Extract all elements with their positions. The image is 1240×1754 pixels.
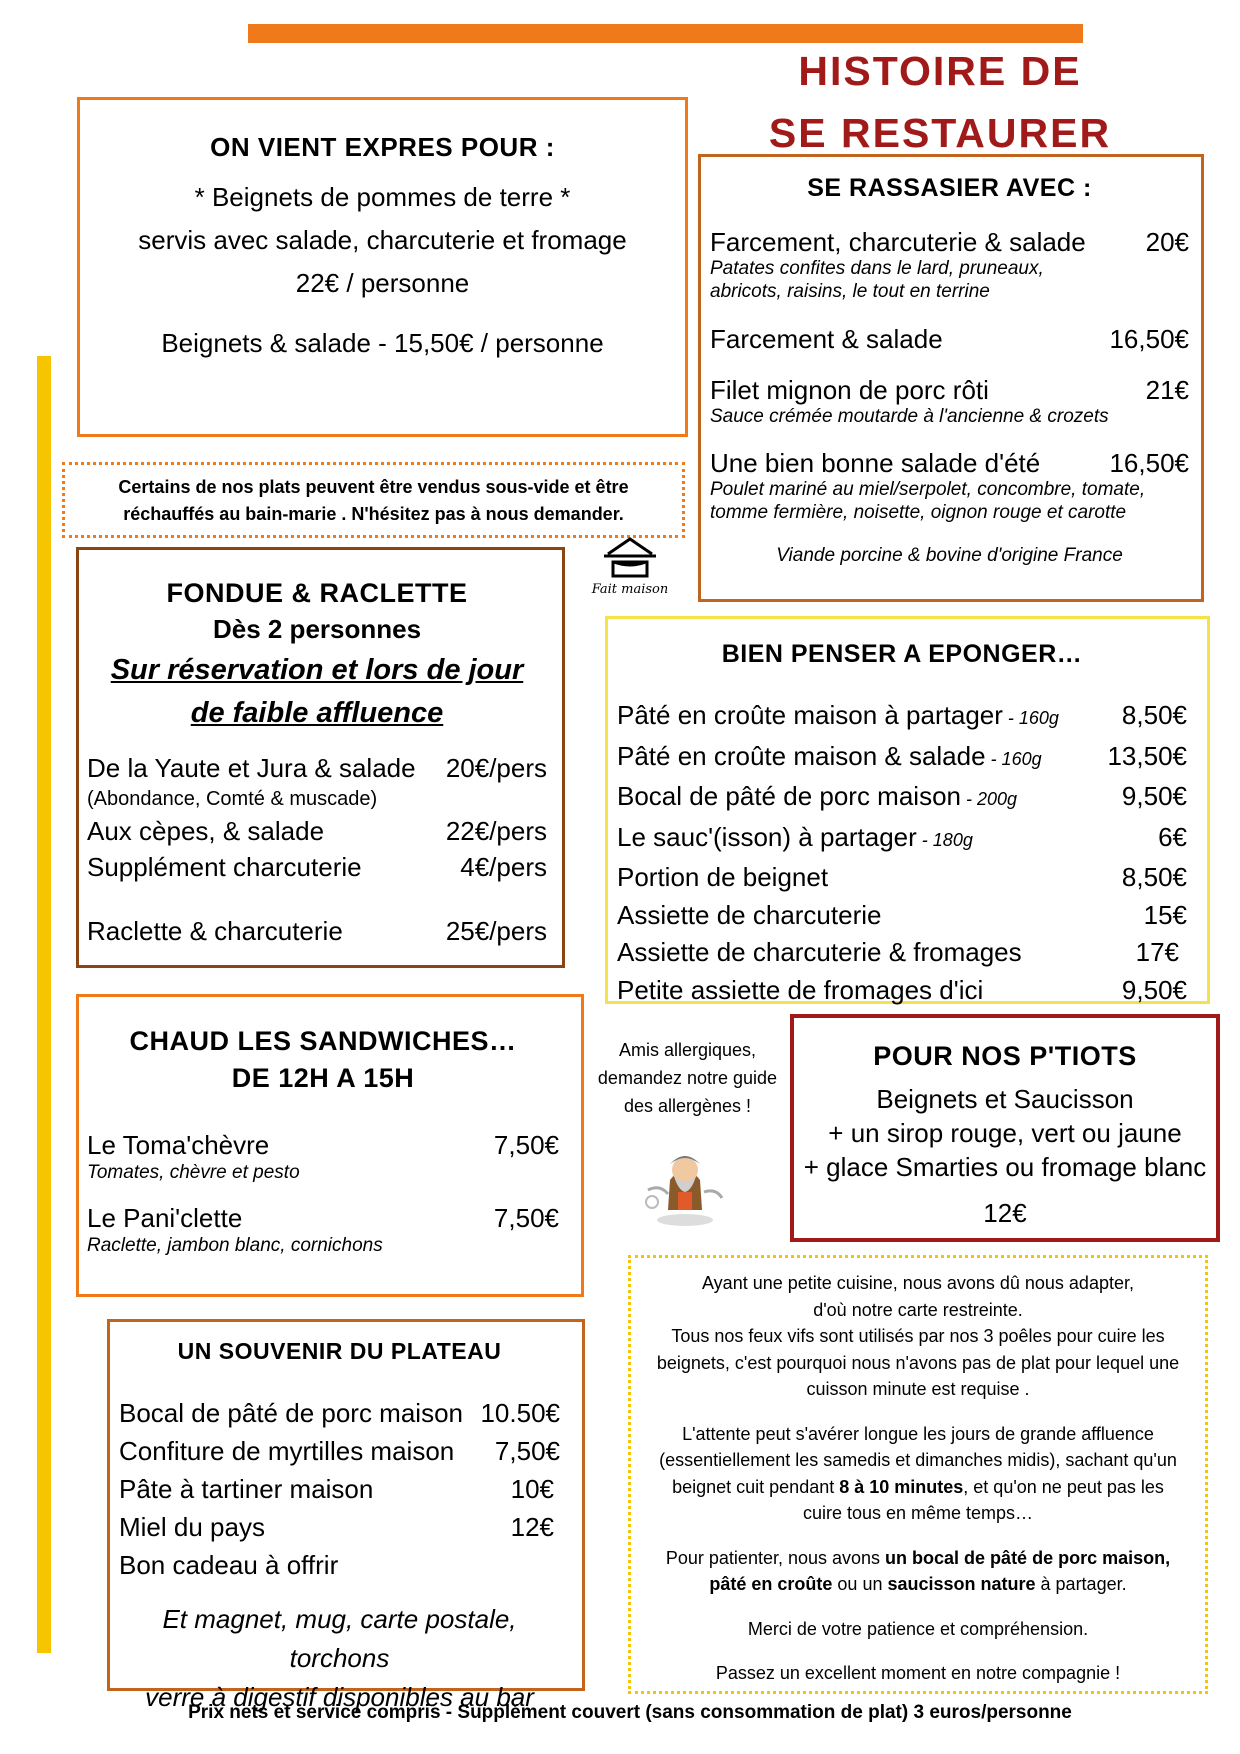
eponger-item-price: 15€ xyxy=(1143,899,1187,930)
info-p4: Merci de votre patience et compréhension. xyxy=(747,1618,1089,1639)
info-bold-text: un bocal de pâté de porc maison, xyxy=(885,1547,1171,1568)
allergies-line1: Amis allergiques, xyxy=(618,1040,757,1060)
info-bold-text: 8 à 10 minutes xyxy=(839,1476,964,1497)
eponger-item xyxy=(617,819,1187,860)
souvenir-footer1: Et magnet, mug, carte postale, torchons xyxy=(162,1604,517,1673)
souvenir-section xyxy=(107,1319,585,1712)
expres-section xyxy=(77,97,688,437)
ptiots-section xyxy=(790,1014,1220,1242)
info-text: ou un xyxy=(832,1574,888,1594)
info-p2-line4: cuire tous en même temps… xyxy=(802,1503,1034,1523)
rassasier-origin: Viande porcine & bovine d'origine France xyxy=(776,545,1123,566)
eponger-item-weight: - 160g xyxy=(985,748,1042,769)
info-p3-line2 xyxy=(631,1571,1205,1598)
footer-note: Prix nets et service compris - Supplément couvert (sans consommation de plat) 3 euros/personne xyxy=(188,1702,1072,1723)
info-text: Pour patienter, nous avons xyxy=(665,1547,886,1568)
souvenir-item-price: 12€ xyxy=(510,1512,554,1542)
ptiots-title: POUR NOS P'TIOTS xyxy=(873,1041,1137,1071)
fondue-item-price: 4€/pers xyxy=(460,852,547,882)
house-pan-icon xyxy=(600,534,660,582)
ptiots-line2: + un sirop rouge, vert ou jaune xyxy=(828,1118,1182,1148)
eponger-item-name: Portion de beignet xyxy=(617,862,829,892)
expres-line4: Beignets & salade - 15,50€ / personne xyxy=(161,328,604,358)
eponger-item-name: Bocal de pâté de porc maison xyxy=(617,781,961,811)
rassasier-item-detail: abricots, raisins, le tout en terrine xyxy=(710,281,990,302)
fondue-item-name: Supplément charcuterie xyxy=(87,852,362,882)
rassasier-item-price: 16,50€ xyxy=(1109,448,1189,478)
eponger-item-weight: - 160g xyxy=(1002,708,1059,728)
sous-vide-line1: Certains de nos plats peuvent être vendus sous-vide et être xyxy=(118,477,629,497)
eponger-item xyxy=(617,738,1187,779)
rassasier-item xyxy=(710,227,1189,257)
souvenir-item xyxy=(119,1394,560,1432)
eponger-item-name: Assiette de charcuterie xyxy=(617,899,882,930)
info-p1-line4: beignets, c'est pourquoi nous n'avons pas de plat pour lequel une xyxy=(656,1352,1180,1373)
eponger-item-name: Assiette de charcuterie & fromages xyxy=(617,937,1022,967)
fait-maison-badge xyxy=(588,534,672,606)
eponger-item-name: Petite assiette de fromages d'ici xyxy=(617,974,984,1005)
expres-line2: servis avec salade, charcuterie et fromage xyxy=(138,225,627,255)
souvenir-item xyxy=(119,1508,560,1546)
souvenir-footer2: verre à digestif disponibles au bar xyxy=(145,1682,534,1712)
sandwiches-title2: DE 12H A 15H xyxy=(231,1063,415,1093)
rassasier-item-price: 20€ xyxy=(1145,227,1189,257)
info-p1-line1: Ayant une petite cuisine, nous avons dû nous adapter, xyxy=(702,1273,1134,1293)
info-text: beignet cuit pendant xyxy=(672,1476,840,1497)
eponger-item-name: Pâté en croûte maison & salade xyxy=(617,740,986,771)
fondue-item-price: 25€/pers xyxy=(445,916,547,946)
chef-character-image xyxy=(640,1140,730,1230)
info-text: à partager. xyxy=(1035,1574,1127,1594)
fondue-item xyxy=(87,849,547,885)
eponger-item-price: 9,50€ xyxy=(1121,974,1187,1005)
page-title-line1: HISTOIRE DE xyxy=(798,48,1082,94)
fondue-item xyxy=(87,913,547,949)
eponger-item-price: 6€ xyxy=(1158,821,1187,852)
sandwich-item xyxy=(87,1129,559,1161)
fondue-item xyxy=(87,813,547,849)
fondue-subtitle: Dès 2 personnes xyxy=(212,614,422,644)
page-title xyxy=(720,40,1160,164)
eponger-item xyxy=(617,972,1187,1010)
fondue-item-name: De la Yaute et Jura & salade xyxy=(87,753,416,783)
souvenir-item-name: Confiture de myrtilles maison xyxy=(119,1436,455,1466)
eponger-list xyxy=(617,697,1187,1009)
rassasier-item-detail: Poulet mariné au miel/serpolet, concombre, tomate, xyxy=(710,479,1146,500)
rassasier-title: SE RASSASIER AVEC : xyxy=(807,174,1092,202)
eponger-section xyxy=(605,616,1210,1004)
rassasier-item-name: Une bien bonne salade d'été xyxy=(710,448,1041,478)
info-p1-line3: Tous nos feux vifs sont utilisés par nos 3 poêles pour cuire les xyxy=(671,1326,1165,1346)
info-p1-line2: d'où notre carte restreinte. xyxy=(813,1299,1023,1320)
rassasier-item-name: Farcement & salade xyxy=(710,324,943,354)
info-p2-line2: (essentiellement les samedis et dimanches midis), sachant qu'un xyxy=(659,1450,1177,1470)
rassasier-item-detail: Patates confites dans le lard, pruneaux, xyxy=(710,258,1044,279)
info-section xyxy=(628,1255,1208,1694)
souvenir-item xyxy=(119,1470,560,1508)
souvenir-item xyxy=(119,1432,560,1470)
eponger-item-weight: - 180g xyxy=(916,829,973,850)
fondue-item-name: Aux cèpes, & salade xyxy=(87,816,325,846)
rassasier-section xyxy=(698,154,1204,602)
eponger-item xyxy=(617,697,1187,738)
rassasier-item-price: 21€ xyxy=(1145,375,1189,405)
ptiots-line1: Beignets et Saucisson xyxy=(876,1084,1134,1114)
eponger-item xyxy=(617,897,1187,935)
fondue-item-detail: (Abondance, Comté & muscade) xyxy=(87,788,378,810)
rassasier-item-name: Farcement, charcuterie & salade xyxy=(710,227,1086,257)
info-bold-text: pâté en croûte xyxy=(709,1574,833,1594)
ptiots-price: 12€ xyxy=(983,1198,1027,1228)
expres-line1: * Beignets de pommes de terre * xyxy=(194,182,571,212)
eponger-item-price: 8,50€ xyxy=(1121,862,1187,892)
fondue-title: FONDUE & RACLETTE xyxy=(166,578,468,608)
info-p2-line1: L'attente peut s'avérer longue les jours de grande affluence xyxy=(682,1423,1154,1444)
fondue-reservation2: de faible affluence xyxy=(190,697,444,729)
info-p3-line1 xyxy=(631,1545,1205,1572)
souvenir-item-name: Bon cadeau à offrir xyxy=(119,1550,339,1580)
sandwich-item-name: Le Pani'clette xyxy=(87,1203,243,1233)
expres-title: ON VIENT EXPRES POUR : xyxy=(210,132,555,162)
sous-vide-line2: réchauffés au bain-marie . N'hésitez pas à nous demander. xyxy=(123,504,624,524)
fondue-item-name: Raclette & charcuterie xyxy=(87,916,343,946)
souvenir-item-price: 10€ xyxy=(510,1474,554,1504)
info-p5: Passez un excellent moment en notre compagnie ! xyxy=(715,1663,1121,1683)
eponger-item-price: 9,50€ xyxy=(1121,781,1187,811)
eponger-item-name: Le sauc'(isson) à partager xyxy=(617,821,917,852)
fondue-item-price: 22€/pers xyxy=(445,816,547,846)
chef-character-icon xyxy=(640,1140,730,1230)
souvenir-item-price: 10.50€ xyxy=(480,1398,560,1428)
souvenir-item-name: Bocal de pâté de porc maison xyxy=(119,1398,463,1428)
rassasier-item-detail: Sauce crémée moutarde à l'ancienne & crozets xyxy=(710,406,1109,427)
sandwich-item-name: Le Toma'chèvre xyxy=(87,1130,270,1160)
eponger-item-price: 8,50€ xyxy=(1121,700,1187,730)
eponger-item xyxy=(617,778,1187,819)
souvenir-item xyxy=(119,1546,560,1584)
info-text: , et qu'on ne peut pas les xyxy=(963,1476,1164,1497)
souvenir-item-price: 7,50€ xyxy=(494,1436,560,1466)
sandwich-item-detail: Raclette, jambon blanc, cornichons xyxy=(87,1235,383,1256)
eponger-item-price: 17€ xyxy=(1135,937,1179,967)
eponger-title: BIEN PENSER A EPONGER… xyxy=(721,640,1083,668)
left-yellow-bar xyxy=(37,356,51,1653)
souvenir-item-name: Miel du pays xyxy=(119,1512,265,1542)
sous-vide-note xyxy=(62,462,685,538)
fondue-reservation1: Sur réservation et lors de jour xyxy=(110,654,524,686)
souvenir-item-name: Pâte à tartiner maison xyxy=(119,1474,374,1504)
sandwich-item xyxy=(87,1202,559,1234)
eponger-item-weight: - 200g xyxy=(961,789,1018,809)
souvenir-title: UN SOUVENIR DU PLATEAU xyxy=(177,1338,502,1364)
sandwich-item-detail: Tomates, chèvre et pesto xyxy=(87,1162,300,1183)
allergies-line3: des allergènes ! xyxy=(623,1096,752,1116)
allergies-note xyxy=(585,1036,790,1120)
fait-maison-label: Fait maison xyxy=(591,582,669,597)
eponger-item-price: 13,50€ xyxy=(1107,740,1187,771)
rassasier-item-detail: tomme fermière, noisette, oignon rouge et carotte xyxy=(710,502,1127,523)
allergies-line2: demandez notre guide xyxy=(597,1068,778,1088)
rassasier-item-price: 16,50€ xyxy=(1109,324,1189,354)
info-bold-text: saucisson nature xyxy=(887,1574,1036,1594)
rassasier-item xyxy=(710,323,1189,355)
fondue-item-price: 20€/pers xyxy=(445,753,547,783)
fondue-section xyxy=(76,547,565,968)
info-p2-line3 xyxy=(631,1474,1205,1501)
info-p1-line5: cuisson minute est requise . xyxy=(806,1379,1030,1399)
expres-line3: 22€ / personne xyxy=(295,268,470,298)
ptiots-line3: + glace Smarties ou fromage blanc xyxy=(803,1152,1207,1182)
rassasier-item-name: Filet mignon de porc rôti xyxy=(710,375,989,405)
eponger-item-name: Pâté en croûte maison à partager xyxy=(617,700,1003,730)
sandwiches-section xyxy=(76,994,584,1297)
fondue-item xyxy=(87,751,547,785)
rassasier-item xyxy=(710,375,1189,405)
eponger-item xyxy=(617,934,1187,972)
sandwiches-title1: CHAUD LES SANDWICHES… xyxy=(129,1026,517,1056)
sandwich-item-price: 7,50€ xyxy=(493,1203,559,1233)
sandwich-item-price: 7,50€ xyxy=(493,1130,559,1160)
rassasier-item xyxy=(710,448,1189,478)
eponger-item xyxy=(617,859,1187,897)
page-title-line2: SE RESTAURER xyxy=(768,110,1112,156)
